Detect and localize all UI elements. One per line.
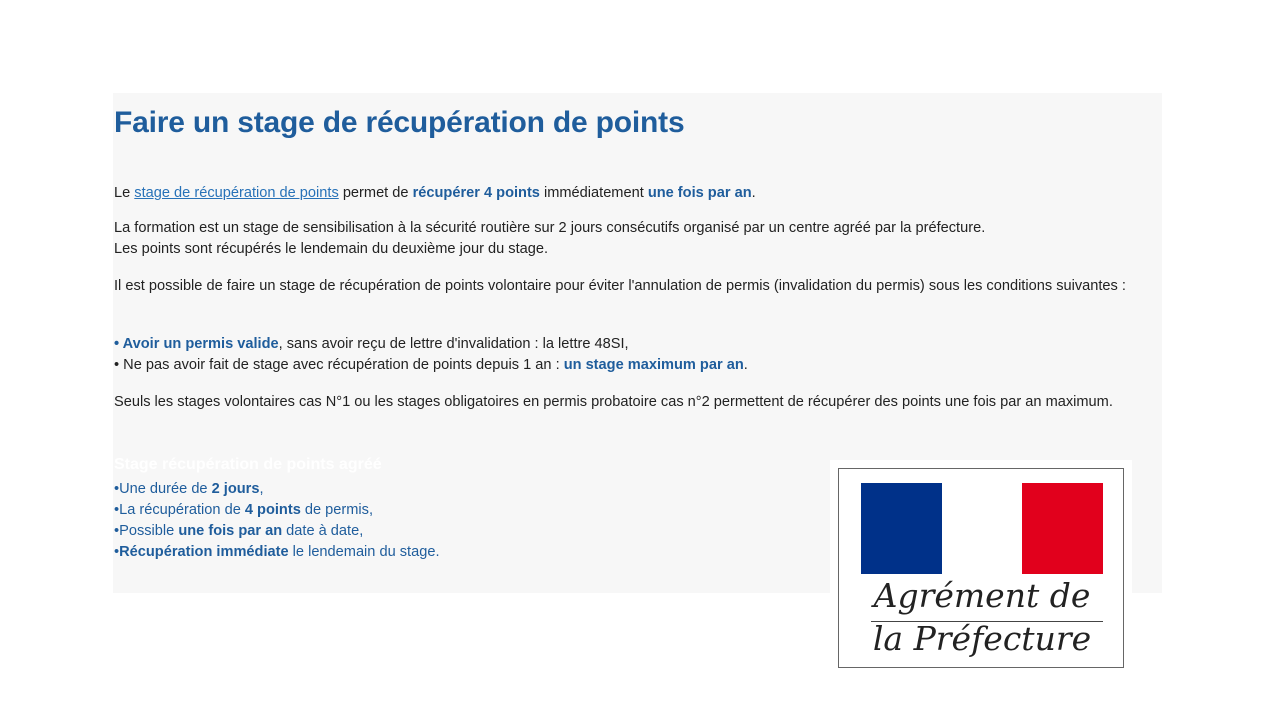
item-text: le lendemain du stage. [288,544,440,560]
condition-text: , sans avoir reçu de lettre d'invalidation : la lettre 48SI, [278,336,629,352]
intro-text: immédiatement [539,185,648,201]
flag-blue-band [861,483,942,574]
points-line: Les points sont récupérés le lendemain du deuxième jour du stage. [114,241,549,257]
item-text: • [114,544,120,560]
item-bold: 2 jours [211,481,260,497]
list-item [114,542,440,563]
item-text: •La récupération de [114,502,245,518]
bullet: • [114,336,123,352]
formation-paragraph [114,218,1146,260]
condition-item [114,355,1146,376]
item-text: de permis, [300,502,374,518]
logo-text-line1: Agrément de [873,576,1091,615]
condition-bold: Avoir un permis valide [122,336,279,352]
list-item [114,521,440,542]
condition-bold: un stage maximum par an [563,357,744,373]
agree-section-title: Stage récupération de points agréé [114,456,382,473]
agree-list [114,479,440,563]
page-title: Faire un stage de récupération de points [114,106,685,139]
item-text: date à date, [282,523,364,539]
item-bold: Récupération immédiate [119,544,289,560]
highlight-4-points: récupérer 4 points [412,185,540,201]
prefecture-agreement-logo [830,460,1132,676]
conditions-intro: Il est possible de faire un stage de récupération de points volontaire pour éviter l'annulation de permis (invalidation du permis) sous les conditions suivantes : [114,278,1126,294]
intro-paragraph [114,183,1146,204]
item-bold: une fois par an [178,523,283,539]
cases-paragraph: Seuls les stages volontaires cas N°1 ou les stages obligatoires en permis probatoire cas n°2 permettent de récupérer des points une fois par an maximum. [114,394,1113,410]
logo-frame [838,468,1124,668]
item-text: •Une durée de [114,481,212,497]
condition-text: • Ne pas avoir fait de stage avec récupération de points depuis 1 an : [114,357,564,373]
item-bold: 4 points [244,502,301,518]
highlight-once-a-year: une fois par an [647,185,752,201]
intro-text: Le [114,185,135,201]
intro-text: permet de [338,185,413,201]
condition-item [114,334,1146,355]
item-text: •Possible [114,523,179,539]
flag-red-band [1022,483,1103,574]
logo-text-line2: la Préfecture [872,619,1092,658]
list-item [114,479,440,500]
condition-text: . [743,357,748,373]
stage-link[interactable]: stage de récupération de points [134,185,339,201]
intro-text: . [751,185,756,201]
list-item [114,500,440,521]
item-text: , [259,481,264,497]
conditions-list [114,334,1146,376]
formation-line: La formation est un stage de sensibilisation à la sécurité routière sur 2 jours consécutifs organisé par un centre agréé par la préfecture. [114,220,986,236]
